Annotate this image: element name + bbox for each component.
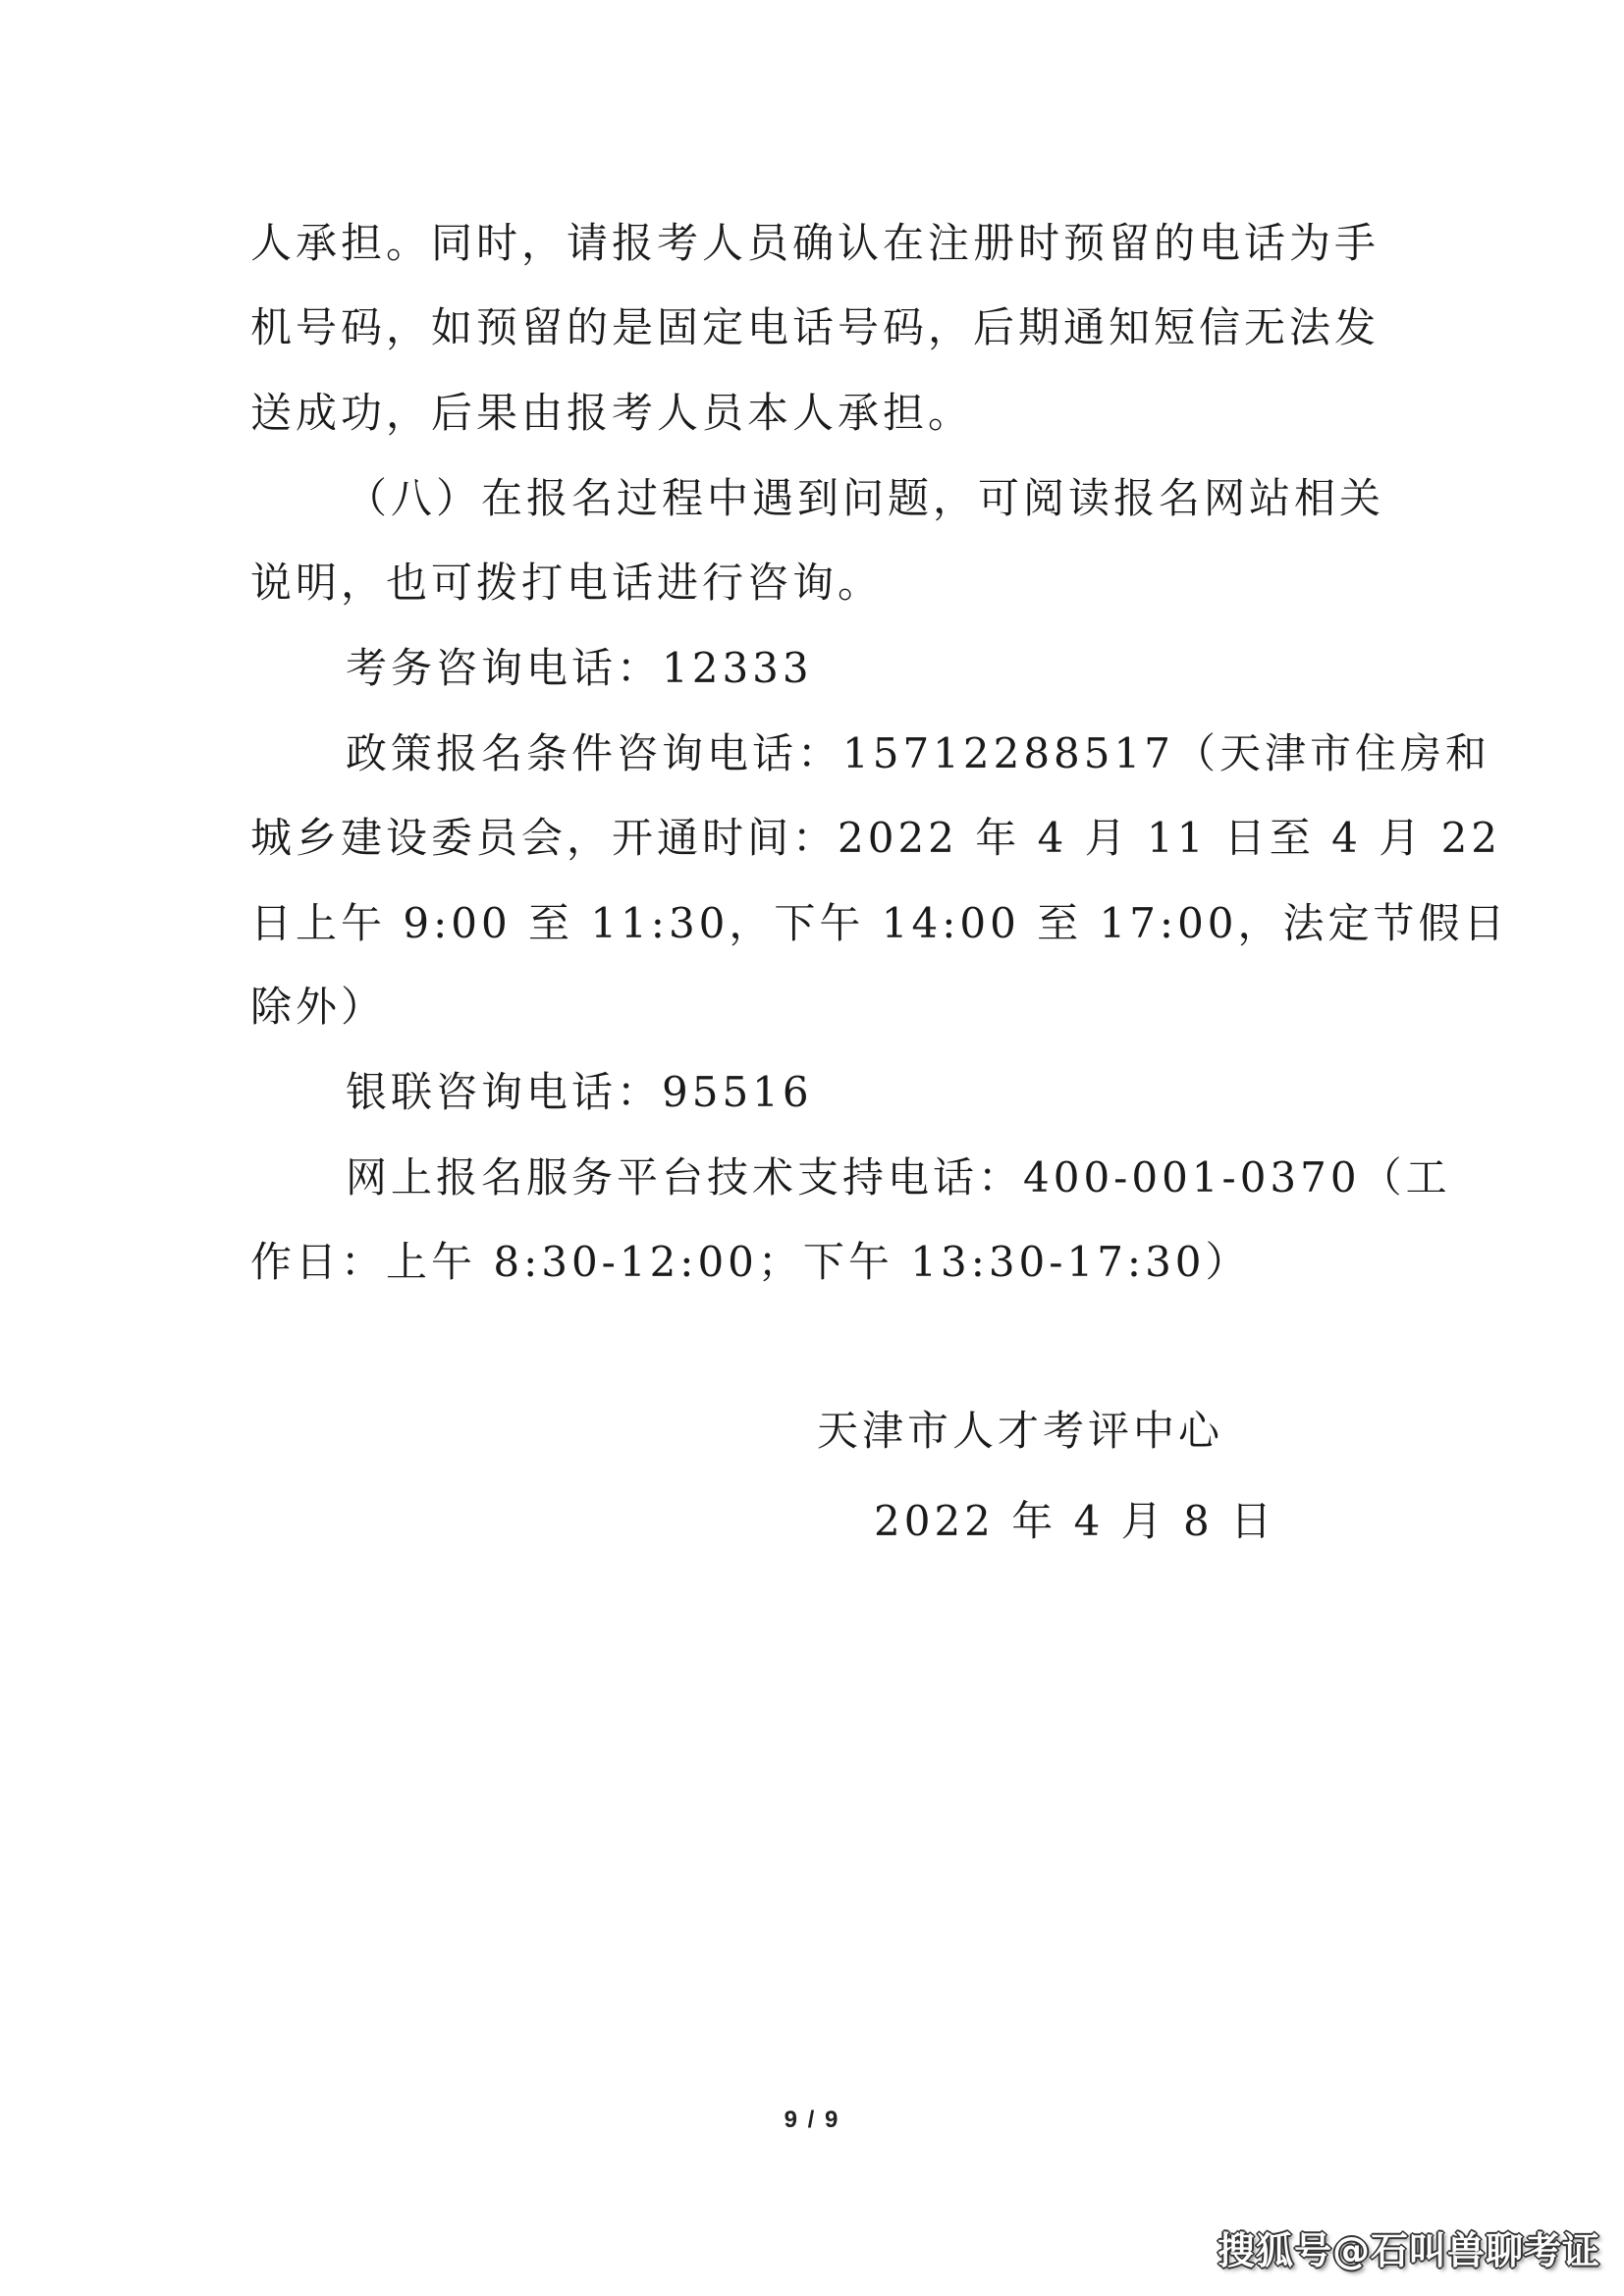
body-line: 除外） (250, 983, 387, 1031)
body-line: 人承担。同时，请报考人员确认在注册时预留的电话为手 (250, 219, 1380, 267)
body-line: 作日：上午 8:30-12:00；下午 13:30-17:30） (250, 1238, 1251, 1286)
body-line: 机号码，如预留的是固定电话号码，后期通知短信无法发 (250, 303, 1380, 351)
tech-support-phone-line: 网上报名服务平台技术支持电话：400-001-0370（工 (346, 1153, 1451, 1201)
body-line: 日上午 9:00 至 11:30，下午 14:00 至 17:00，法定节假日 (250, 899, 1509, 947)
policy-phone-line: 政策报名条件咨询电话：15712288517（天津市住房和 (346, 729, 1490, 777)
body-line: 城乡建设委员会，开通时间：2022 年 4 月 11 日至 4 月 22 (250, 814, 1502, 862)
exam-affairs-phone: 考务咨询电话：12333 (346, 644, 813, 692)
body-line: 说明，也可拨打电话进行咨询。 (250, 559, 884, 607)
unionpay-phone: 银联咨询电话：95516 (346, 1068, 813, 1116)
body-line: 送成功，后果由报考人员本人承担。 (250, 389, 974, 437)
watermark: 搜狐号@石叫兽聊考证 (1217, 2229, 1600, 2272)
page-number: 9 / 9 (784, 2107, 840, 2133)
signature-organization: 天津市人才考评中心 (817, 1407, 1224, 1455)
signature-date: 2022 年 4 月 8 日 (874, 1497, 1276, 1545)
section-eight-heading-line: （八）在报名过程中遇到问题，可阅读报名网站相关 (346, 474, 1385, 522)
